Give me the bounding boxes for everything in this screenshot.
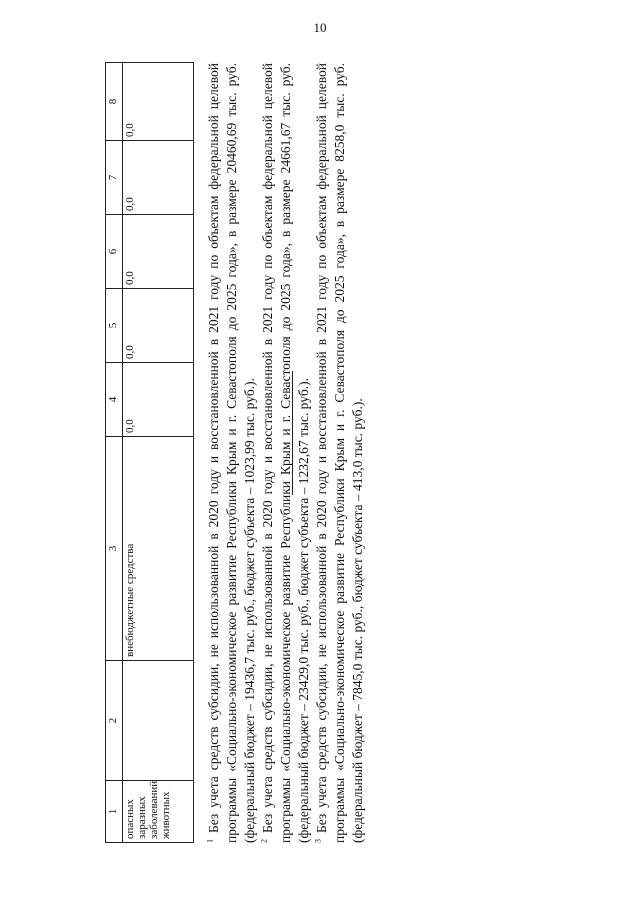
table-header-row (106, 63, 123, 843)
rotated-content (105, 63, 365, 843)
table-cell: 0,0 (123, 215, 194, 289)
column-header: 6 (106, 215, 123, 289)
column-header: 5 (106, 289, 123, 363)
table-cell: 0,0 (123, 289, 194, 363)
table-row (123, 63, 194, 843)
footnote-text: Без учета средств субсидии, не использованной в 2020 году и восстановленной в 2021 году по объектам федеральной целевой программы «Социально-экономическое развитие Республики Крым и г. Севастополя до 2025 года», в размере 24661,67 тыс. руб. (федеральный бюджет – 23429,0 тыс. руб., бюджет субъекта – 1232,67 тыс. руб.). (260, 63, 311, 843)
footnote-mark: 2 (259, 839, 269, 843)
column-header: 8 (106, 63, 123, 141)
column-header: 7 (106, 141, 123, 215)
footnote (205, 63, 259, 843)
table-cell: внебюджетные средства (123, 437, 194, 661)
footnote (313, 63, 367, 843)
footnote-mark: 1 (205, 839, 215, 843)
page-number: 10 (313, 20, 327, 35)
table-cell: опасных заразных заболеваний животных (123, 781, 194, 843)
table-cell: 0,0 (123, 141, 194, 215)
column-header: 4 (106, 363, 123, 437)
footnote-text: Без учета средств субсидии, не использованной в 2020 году и восстановленной в 2021 году по объектам федеральной целевой программы «Социально-экономическое развитие Республики Крым и г. Севастополя до 2025 года», в размере 8258,0 тыс. руб. (федеральный бюджет – 7845,0 тыс. руб., бюджет субъекта – 413,0 тыс. руб.). (314, 63, 365, 843)
column-header: 3 (106, 437, 123, 661)
separator-line (292, 371, 293, 495)
footnote-text: Без учета средств субсидии, не использованной в 2020 году и восстановленной в 2021 году по объектам федеральной целевой программы «Социально-экономическое развитие Республики Крым и г. Севастополя до 2025 года», в размере 20460,69 тыс. руб. (федеральный бюджет – 19436,7 тыс. руб., бюджет субъекта – 1023,99 тыс. руб.). (206, 63, 257, 843)
column-header: 1 (106, 781, 123, 843)
footnote-mark: 3 (313, 839, 323, 843)
table-cell: 0,0 (123, 363, 194, 437)
table-cell (123, 661, 194, 781)
table-cell: 0,0 (123, 63, 194, 141)
budget-table (105, 62, 194, 843)
footnote (259, 63, 313, 843)
footnotes (205, 63, 367, 843)
column-header: 2 (106, 661, 123, 781)
